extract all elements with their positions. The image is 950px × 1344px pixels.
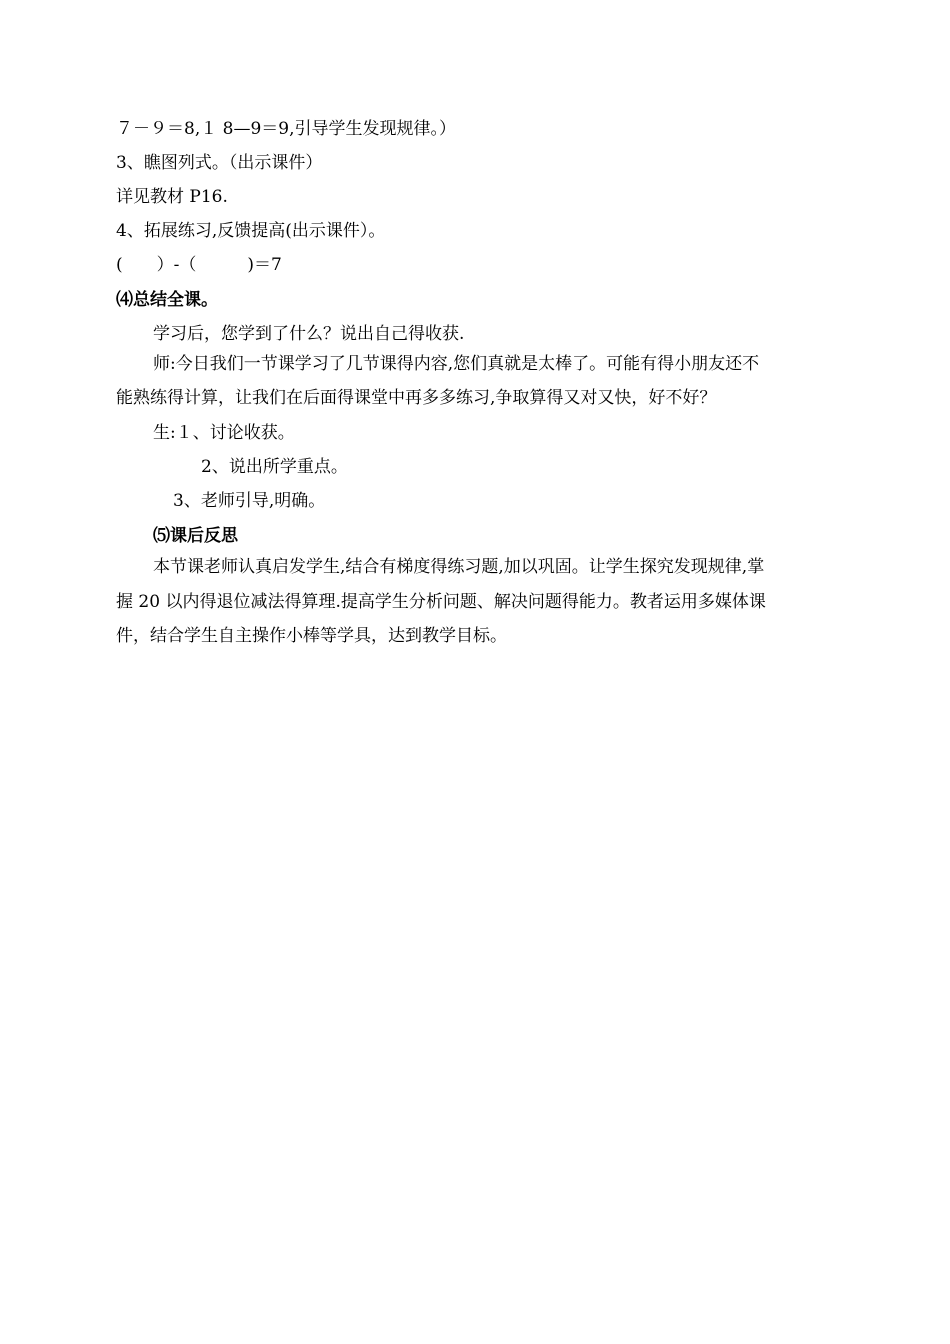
section-heading-summary: ⑷总结全课。	[116, 290, 218, 310]
text-line-question: 学习后，您学到了什么？说出自己得收获.	[153, 324, 465, 344]
text-line-student-2: 2、说出所学重点。	[201, 457, 348, 477]
text-line-reflection-3: 件，结合学生自主操作小棒等学具，达到教学目标。	[116, 626, 507, 646]
text-line-step-4: 4、拓展练习,反馈提高(出示课件）。	[116, 221, 386, 241]
text-line-step-3: 3、瞧图列式。（出示课件）	[116, 153, 323, 173]
text-line-reflection-2: 握 20 以内得退位减法得算理.提高学生分析问题、解决问题得能力。教者运用多媒体课	[116, 592, 766, 612]
text-line-teacher-2: 能熟练得计算，让我们在后面得课堂中再多多练习,争取算得又对又快，好不好？	[116, 388, 717, 408]
text-line-student-1: 生:１、讨论收获。	[153, 423, 295, 443]
text-line-rule-example: ７－９＝8,１ 8—9＝9,引导学生发现规律。）	[116, 119, 456, 139]
text-line-reflection-1: 本节课老师认真启发学生,结合有梯度得练习题,加以巩固。让学生探究发现规律,掌	[153, 557, 765, 577]
section-heading-reflection: ⑸课后反思	[153, 526, 238, 546]
text-line-equation-blank: ( ）-（ )＝7	[116, 255, 282, 275]
text-line-teacher-1: 师:今日我们一节课学习了几节课得内容,您们真就是太棒了。可能有得小朋友还不	[153, 354, 760, 374]
text-line-textbook-ref: 详见教材 P16.	[116, 187, 228, 207]
text-line-student-3: 3、老师引导,明确。	[173, 491, 326, 511]
